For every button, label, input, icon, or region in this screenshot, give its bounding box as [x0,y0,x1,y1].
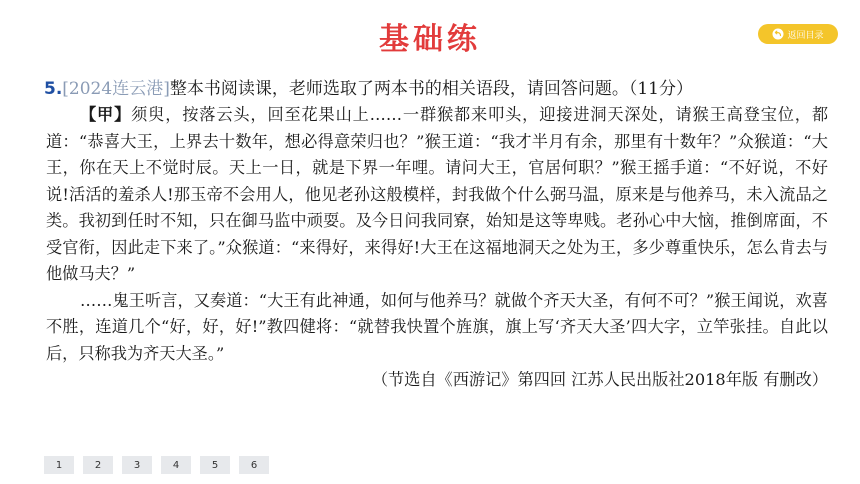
passage-text-1: 须臾，按落云头，回至花果山上……一群猴都来叩头，迎接进洞天深处，请猴王高登宝位，都道：“恭喜大王，上界去十数年，想必得意荣归也？”猴王道：“我才半月有余，那里有十数年？”众猴道：“大王，你在天上不觉时辰。天上一日，就是下界一年哩。请问大王，官居何职？”猴王摇手道：“不好说，不好说!活活的羞杀人!那玉帝不会用人，他见老孙这般模样，封我做个什么弼马温，原来是与他养马，未入流品之类。我初到任时不知，只在御马监中顽耍。及今日问我同寮，始知是这等卑贱。老孙心中大恼，推倒席面，不受官衔，因此走下来了。”众猴道：“来得好，来得好!大王在这福地洞天之处为王，多少尊重快乐，怎么肯去与他做马夫？” [46,105,829,283]
passage-paragraph-1 [46,102,828,288]
back-to-contents-button[interactable] [758,24,838,44]
question-source: [2024连云港] [62,79,170,99]
question-number: 5. [44,79,63,99]
passage-source: （节选自《西游记》第四回 江苏人民出版社2018年版 有删改） [371,370,828,389]
question-content [46,76,828,393]
page-button-6[interactable]: 6 [239,456,269,474]
page-button-5[interactable]: 5 [200,456,230,474]
page-navigation [44,456,269,474]
question-line [44,76,828,102]
passage-tag: 【甲】 [80,105,132,124]
page-title: 基础练 [379,22,481,57]
page-button-4[interactable]: 4 [161,456,191,474]
page-button-3[interactable]: 3 [122,456,152,474]
back-to-contents-label: 返回目录 [787,30,824,41]
page-button-1[interactable]: 1 [44,456,74,474]
question-prompt: 整本书阅读课，老师选取了两本书的相关语段，请回答问题。（11分） [169,79,693,99]
page-button-2[interactable]: 2 [83,456,113,474]
return-arrow-icon [772,28,784,40]
passage-paragraph-2: ……鬼王听言，又奏道：“大王有此神通，如何与他养马？就做个齐天大圣，有何不可？”猴王闻说，欢喜不胜，连道几个“好，好，好!”教四健将：“就替我快置个旌旗，旗上写‘齐天大圣’四大字，立竿张挂。自此以后，只称我为齐天大圣。” [46,290,828,363]
